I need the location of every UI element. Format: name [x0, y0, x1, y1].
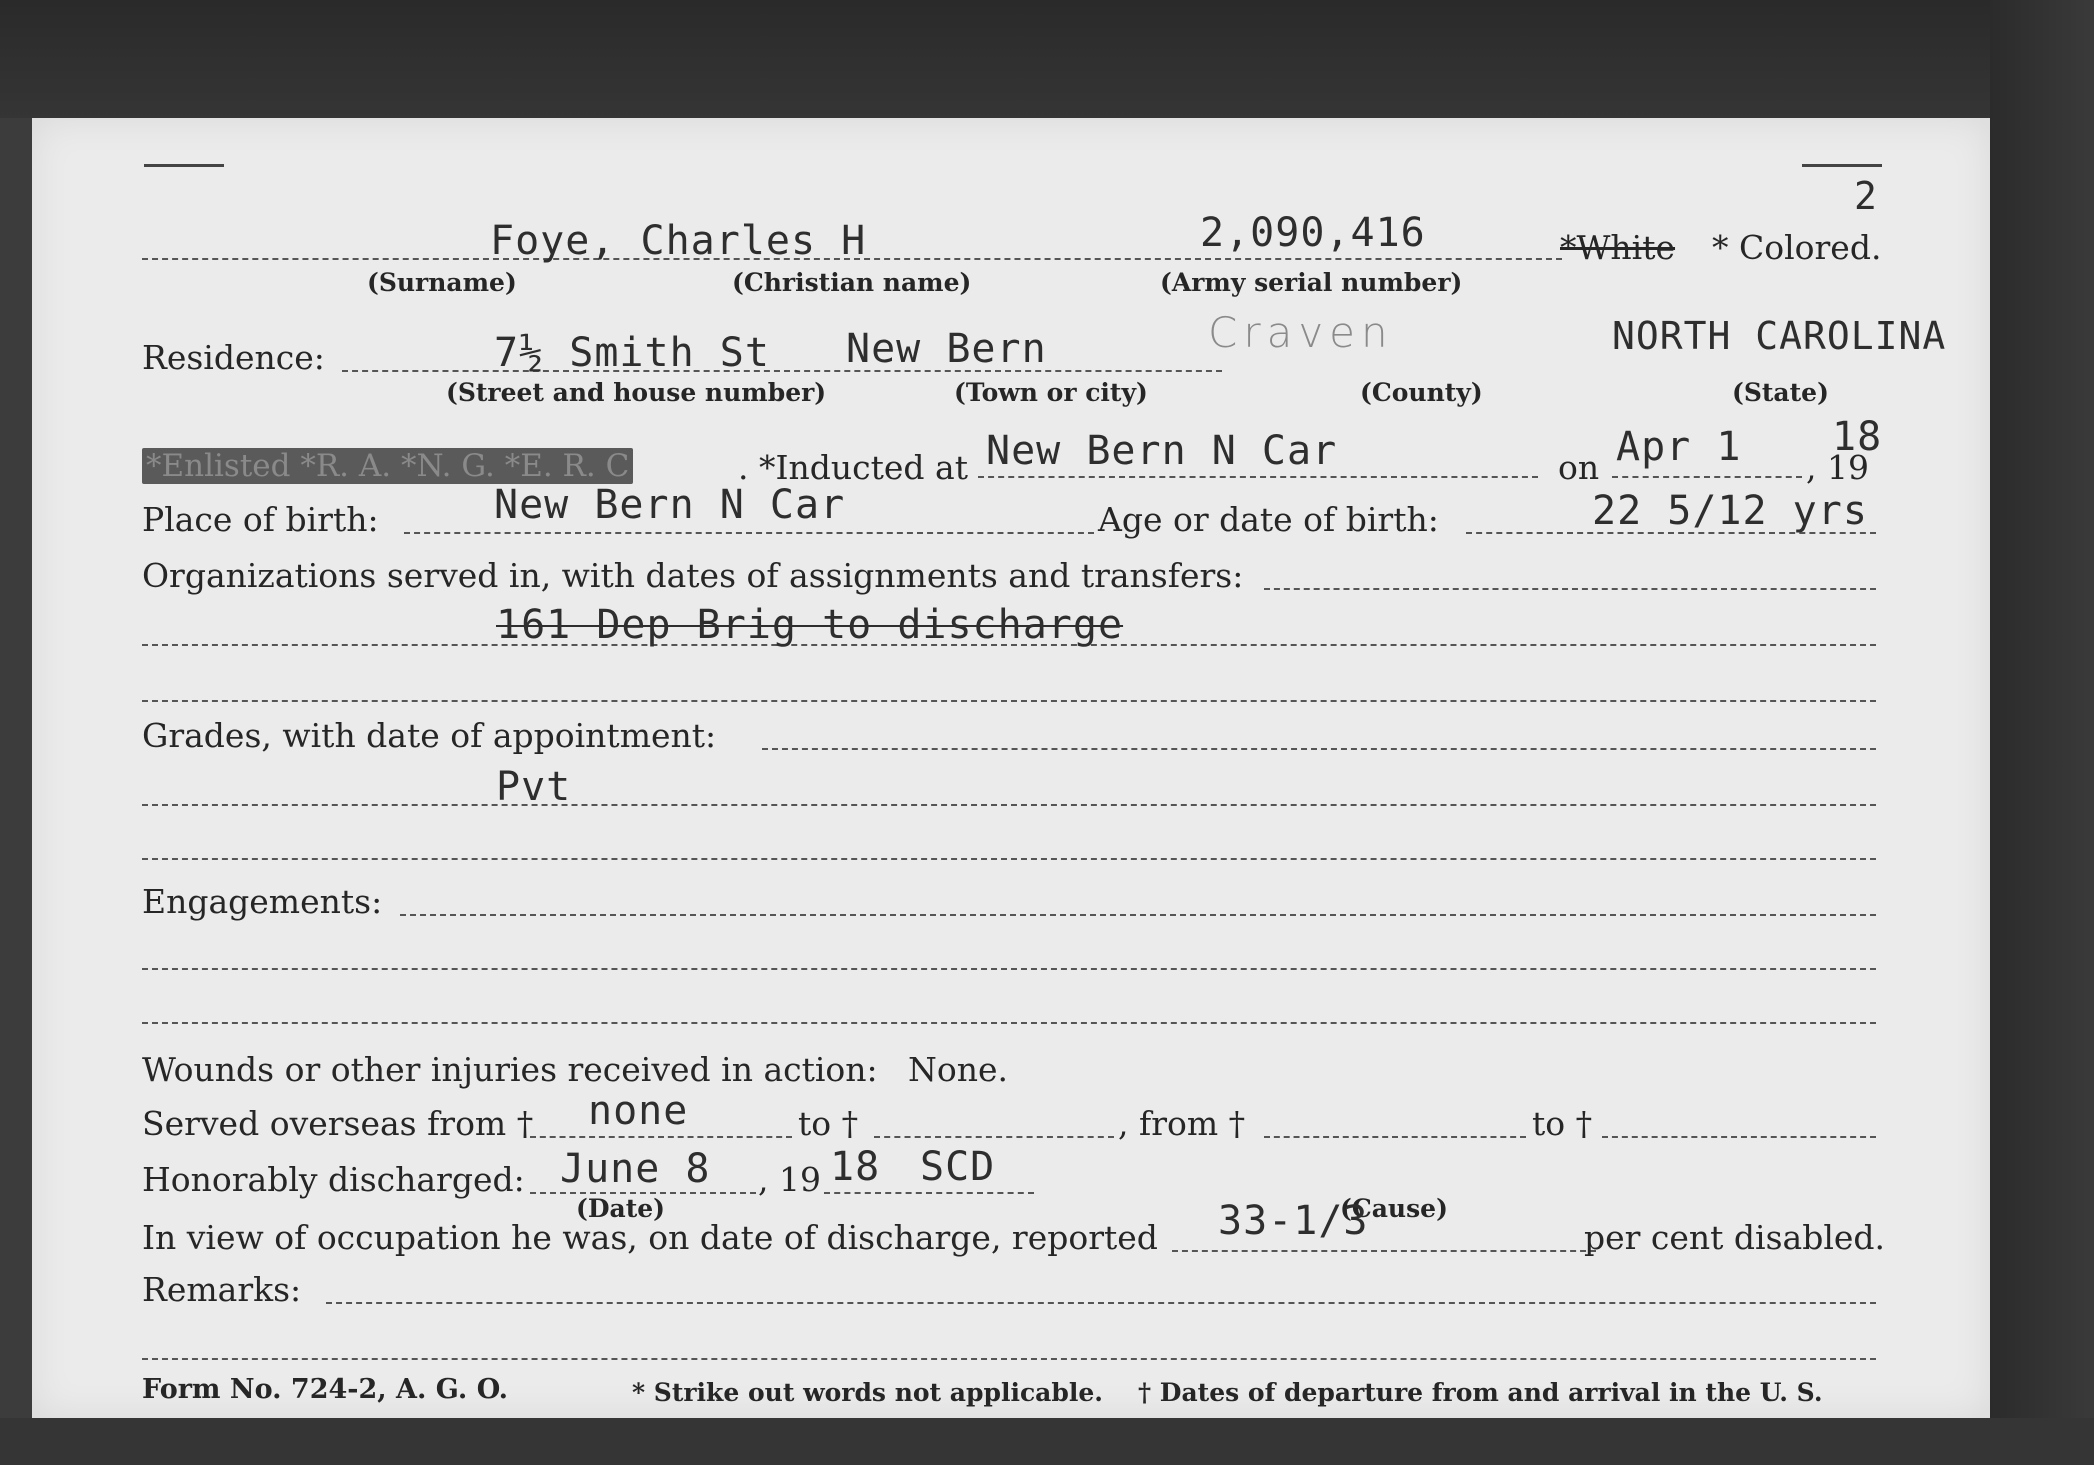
caption-date: (Date): [576, 1194, 665, 1223]
overseas-from-line-2: [1264, 1136, 1526, 1138]
discharge-cause-line: [824, 1192, 1034, 1194]
birth-place-value: New Bern N Car: [494, 482, 846, 528]
card-number: 2: [1854, 174, 1878, 218]
engagements-label: Engagements:: [142, 882, 383, 921]
footer-note-strike: * Strike out words not applicable.: [632, 1378, 1103, 1407]
disability-line: [1172, 1250, 1596, 1252]
remarks-line-1: [326, 1302, 1876, 1304]
overseas-label: Served overseas from †: [142, 1104, 534, 1143]
caption-state: (State): [1732, 378, 1829, 407]
remarks-label: Remarks:: [142, 1270, 302, 1309]
inducted-date: Apr 1: [1616, 424, 1742, 470]
overseas-to-label-1: to †: [798, 1104, 859, 1143]
grades-line-3: [142, 858, 1876, 860]
disability-label: In view of occupation he was, on date of discharge, reported: [142, 1218, 1158, 1257]
grades-value: Pvt: [496, 764, 572, 810]
residence-town: New Bern: [846, 326, 1047, 372]
inducted-label: . *Inducted at: [738, 448, 968, 487]
engagements-line-3: [142, 1022, 1876, 1024]
caption-town: (Town or city): [954, 378, 1148, 407]
caption-christian: (Christian name): [732, 268, 972, 297]
discharge-date: June 8: [560, 1146, 711, 1192]
organizations-label: Organizations served in, with dates of assignments and transfers:: [142, 556, 1244, 595]
inducted-line: [978, 476, 1538, 478]
race-colored-option: * Colored.: [1712, 228, 1882, 267]
overseas-from-label-2: , from †: [1118, 1104, 1246, 1143]
background-right: [1990, 0, 2094, 1465]
serial-value: 2,090,416: [1200, 210, 1426, 256]
inducted-place: New Bern N Car: [986, 428, 1338, 474]
disability-value: 33-1/3: [1218, 1198, 1369, 1244]
grades-line-1: [762, 748, 1876, 750]
footer-note-dates: † Dates of departure from and arrival in the U. S.: [1138, 1378, 1823, 1407]
engagements-line-1: [400, 914, 1876, 916]
race-white-option: *White: [1560, 228, 1676, 267]
birth-place-line: [404, 532, 1094, 534]
discharge-cause: SCD: [920, 1144, 996, 1190]
age-label: Age or date of birth:: [1098, 500, 1439, 539]
organizations-line-1: [1264, 588, 1876, 590]
caption-surname: (Surname): [367, 268, 517, 297]
overseas-from-line: [530, 1136, 792, 1138]
record-card: [32, 118, 1990, 1418]
name-value: Foye, Charles H: [490, 218, 867, 264]
residence-county: Craven: [1208, 308, 1394, 357]
background-top: [0, 0, 2094, 118]
corner-mark-right: [1802, 164, 1882, 167]
caption-street: (Street and house number): [446, 378, 827, 407]
year-prefix: , 19: [1806, 448, 1869, 487]
residence-line: [342, 370, 1222, 372]
footer-form-number: Form No. 724-2, A. G. O.: [142, 1374, 509, 1405]
residence-street: 7½ Smith St: [494, 330, 770, 376]
overseas-to-label-2: to †: [1532, 1104, 1593, 1143]
overseas-to-line-1: [874, 1136, 1114, 1138]
disability-suffix: per cent disabled.: [1584, 1218, 1886, 1257]
overseas-from-value: none: [588, 1088, 689, 1134]
caption-serial: (Army serial number): [1160, 268, 1463, 297]
discharge-label: Honorably discharged:: [142, 1160, 525, 1199]
birth-place-label: Place of birth:: [142, 500, 379, 539]
enlisted-options: [142, 448, 633, 484]
caption-county: (County): [1360, 378, 1483, 407]
overseas-to-line-2: [1602, 1136, 1876, 1138]
organizations-value: 161 Dep Brig to discharge: [496, 602, 1124, 648]
date-line: [1612, 476, 1802, 478]
residence-label: Residence:: [142, 338, 325, 377]
organizations-line-3: [142, 700, 1876, 702]
inducted-year: 18: [1832, 414, 1883, 460]
wounds-value: None.: [908, 1050, 1009, 1089]
residence-state: NORTH CAROLINA: [1612, 314, 1947, 358]
age-value: 22 5/12 yrs: [1592, 488, 1868, 534]
background-bottom: [0, 1418, 2094, 1465]
wounds-label: Wounds or other injuries received in action:: [142, 1050, 878, 1089]
discharge-year: 18: [830, 1144, 881, 1190]
corner-mark-left: [144, 164, 224, 167]
on-label: on: [1558, 448, 1600, 487]
caption-cause: (Cause): [1340, 1194, 1448, 1223]
grades-label: Grades, with date of appointment:: [142, 716, 717, 755]
engagements-line-2: [142, 968, 1876, 970]
discharge-year-prefix: , 19: [758, 1160, 821, 1199]
enlisted-options-text: *Enlisted *R. A. *N. G. *E. R. C: [142, 448, 633, 484]
grades-line-2: [142, 804, 1876, 806]
remarks-line-2: [142, 1358, 1876, 1360]
